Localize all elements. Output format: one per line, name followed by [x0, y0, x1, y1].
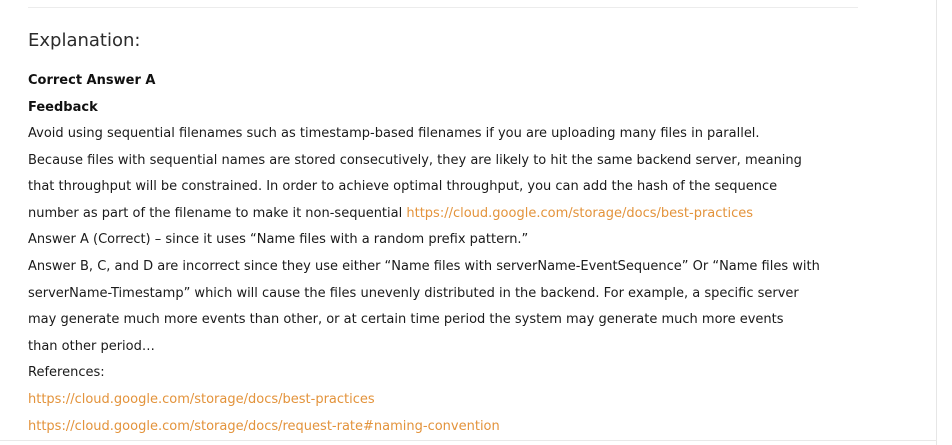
reference-item: [28, 387, 908, 414]
correct-answer-label: Correct Answer A: [28, 73, 156, 88]
reference-link-request-rate[interactable]: https://cloud.google.com/storage/docs/request-rate#naming-convention: [28, 418, 500, 434]
answer-bcd-line: may generate much more events than other, or at certain time period the system may generate much more events: [28, 312, 784, 328]
explanation-heading: Explanation:: [28, 30, 141, 51]
feedback-line: that throughput will be constrained. In order to achieve optimal throughput, you can add the hash of the sequence: [28, 179, 778, 195]
feedback-line: Because files with sequential names are stored consecutively, they are likely to hit the same backend server, meaning: [28, 152, 802, 168]
answer-bcd-line: serverName-Timestamp” which will cause the files unevenly distributed in the backend. For example, a specific server: [28, 285, 799, 301]
feedback-label: Feedback: [28, 99, 98, 115]
answer-bcd-line: than other period…: [28, 338, 155, 354]
answer-a-text: Answer A (Correct) – since it uses “Name files with a random prefix pattern.”: [28, 232, 529, 248]
top-divider: [28, 7, 858, 8]
feedback-line: Avoid using sequential filenames such as timestamp-based filenames if you are uploading many files in parallel.: [28, 126, 760, 141]
best-practices-link[interactable]: https://cloud.google.com/storage/docs/best-practices: [406, 205, 754, 221]
bottom-divider: [0, 440, 937, 441]
answer-bcd-line: Answer B, C, and D are incorrect since they use either “Name files with serverName-EventSequence” Or “Name files with: [28, 258, 820, 274]
references-label: References:: [28, 365, 105, 381]
reference-link-best-practices[interactable]: https://cloud.google.com/storage/docs/best-practices: [28, 391, 375, 407]
explanation-content: [28, 28, 908, 440]
reference-item: [28, 414, 908, 441]
feedback-line-with-link: [28, 201, 908, 228]
feedback-last-line: number as part of the filename to make it non-sequential: [28, 205, 403, 221]
